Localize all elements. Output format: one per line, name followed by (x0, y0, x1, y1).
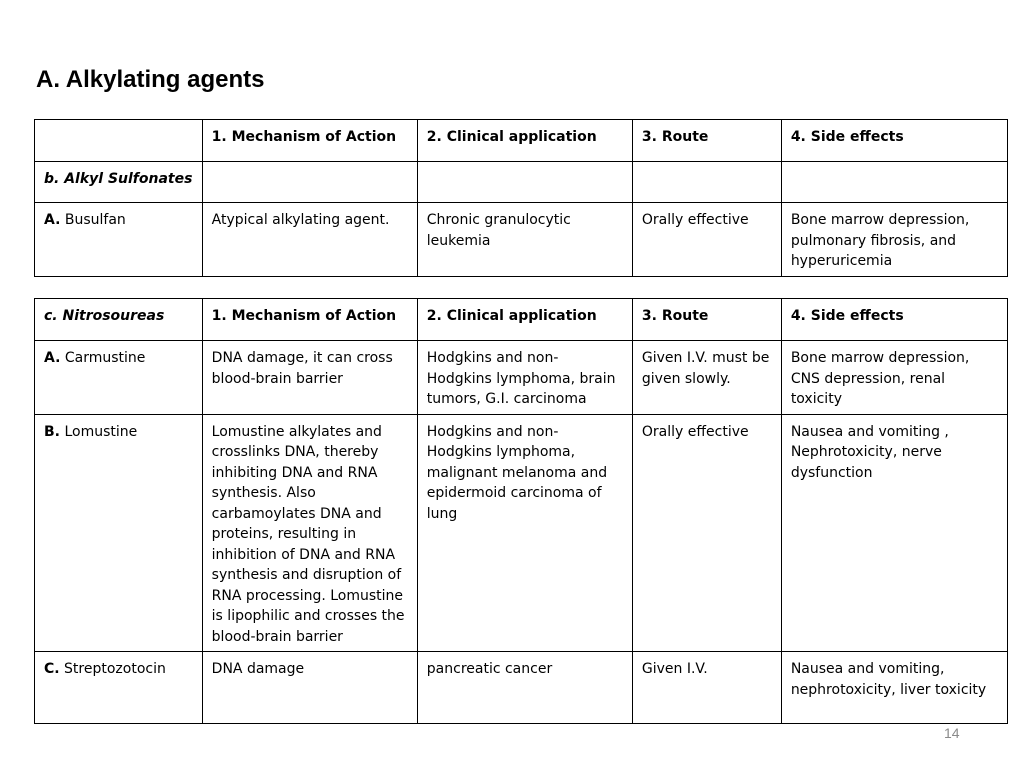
drug-cell (35, 341, 203, 415)
empty-cell (781, 162, 1007, 203)
drug-letter: A. (44, 212, 61, 228)
drug-cell (35, 652, 203, 724)
page-number: 14 (944, 725, 960, 741)
application-cell: Hodgkins and non-Hodgkins lymphoma, brain tumors, G.I. carcinoma (417, 341, 632, 415)
drug-name: Streptozotocin (64, 661, 166, 677)
group-row (35, 162, 1008, 203)
side-effects-cell: Nausea and vomiting , Nephrotoxicity, nerve dysfunction (781, 414, 1007, 652)
table-row (35, 341, 1008, 415)
application-cell: Hodgkins and non-Hodgkins lymphoma, malignant melanoma and epidermoid carcinoma of lung (417, 414, 632, 652)
empty-cell (632, 162, 781, 203)
mechanism-cell: Atypical alkylating agent. (202, 203, 417, 277)
route-cell: Given I.V. must be given slowly. (632, 341, 781, 415)
header-cell-blank (35, 120, 203, 162)
header-cell-side-effects: 4. Side effects (781, 299, 1007, 341)
page-title: A. Alkylating agents (36, 66, 265, 93)
application-cell: Chronic granulocytic leukemia (417, 203, 632, 277)
mechanism-cell: Lomustine alkylates and crosslinks DNA, thereby inhibiting DNA and RNA synthesis. Also carbamoylates DNA and proteins, resulting in inhibition of DNA and RNA synthesis and disruption of RNA processing. Lomustine is lipophilic and crosses the blood-brain barrier (202, 414, 417, 652)
group-label: b. Alkyl Sulfonates (35, 162, 203, 203)
mechanism-cell: DNA damage (202, 652, 417, 724)
drug-cell (35, 203, 203, 277)
route-cell: Orally effective (632, 203, 781, 277)
header-cell-mechanism: 1. Mechanism of Action (202, 299, 417, 341)
side-effects-cell: Bone marrow depression, pulmonary fibrosis, and hyperuricemia (781, 203, 1007, 277)
table-row (35, 203, 1008, 277)
drug-letter: A. (44, 350, 61, 366)
empty-cell (202, 162, 417, 203)
header-cell-route: 3. Route (632, 299, 781, 341)
header-cell-application: 2. Clinical application (417, 120, 632, 162)
nitrosoureas-table (34, 298, 1008, 724)
header-cell-application: 2. Clinical application (417, 299, 632, 341)
header-cell-side-effects: 4. Side effects (781, 120, 1007, 162)
route-cell: Given I.V. (632, 652, 781, 724)
header-cell-route: 3. Route (632, 120, 781, 162)
table-header-row (35, 299, 1008, 341)
header-cell-mechanism: 1. Mechanism of Action (202, 120, 417, 162)
drug-cell (35, 414, 203, 652)
mechanism-cell: DNA damage, it can cross blood-brain barrier (202, 341, 417, 415)
drug-letter: C. (44, 661, 60, 677)
alkyl-sulfonates-table (34, 119, 1008, 277)
route-cell: Orally effective (632, 414, 781, 652)
drug-letter: B. (44, 423, 60, 440)
empty-cell (417, 162, 632, 203)
drug-name: Carmustine (64, 350, 146, 366)
table-row (35, 652, 1008, 724)
group-label: c. Nitrosoureas (35, 299, 203, 341)
drug-name: Busulfan (64, 212, 126, 228)
application-cell: pancreatic cancer (417, 652, 632, 724)
drug-name: Lomustine (64, 423, 138, 440)
table-header-row (35, 120, 1008, 162)
table-row (35, 414, 1008, 652)
side-effects-cell: Nausea and vomiting, nephrotoxicity, liver toxicity (781, 652, 1007, 724)
side-effects-cell: Bone marrow depression, CNS depression, renal toxicity (781, 341, 1007, 415)
